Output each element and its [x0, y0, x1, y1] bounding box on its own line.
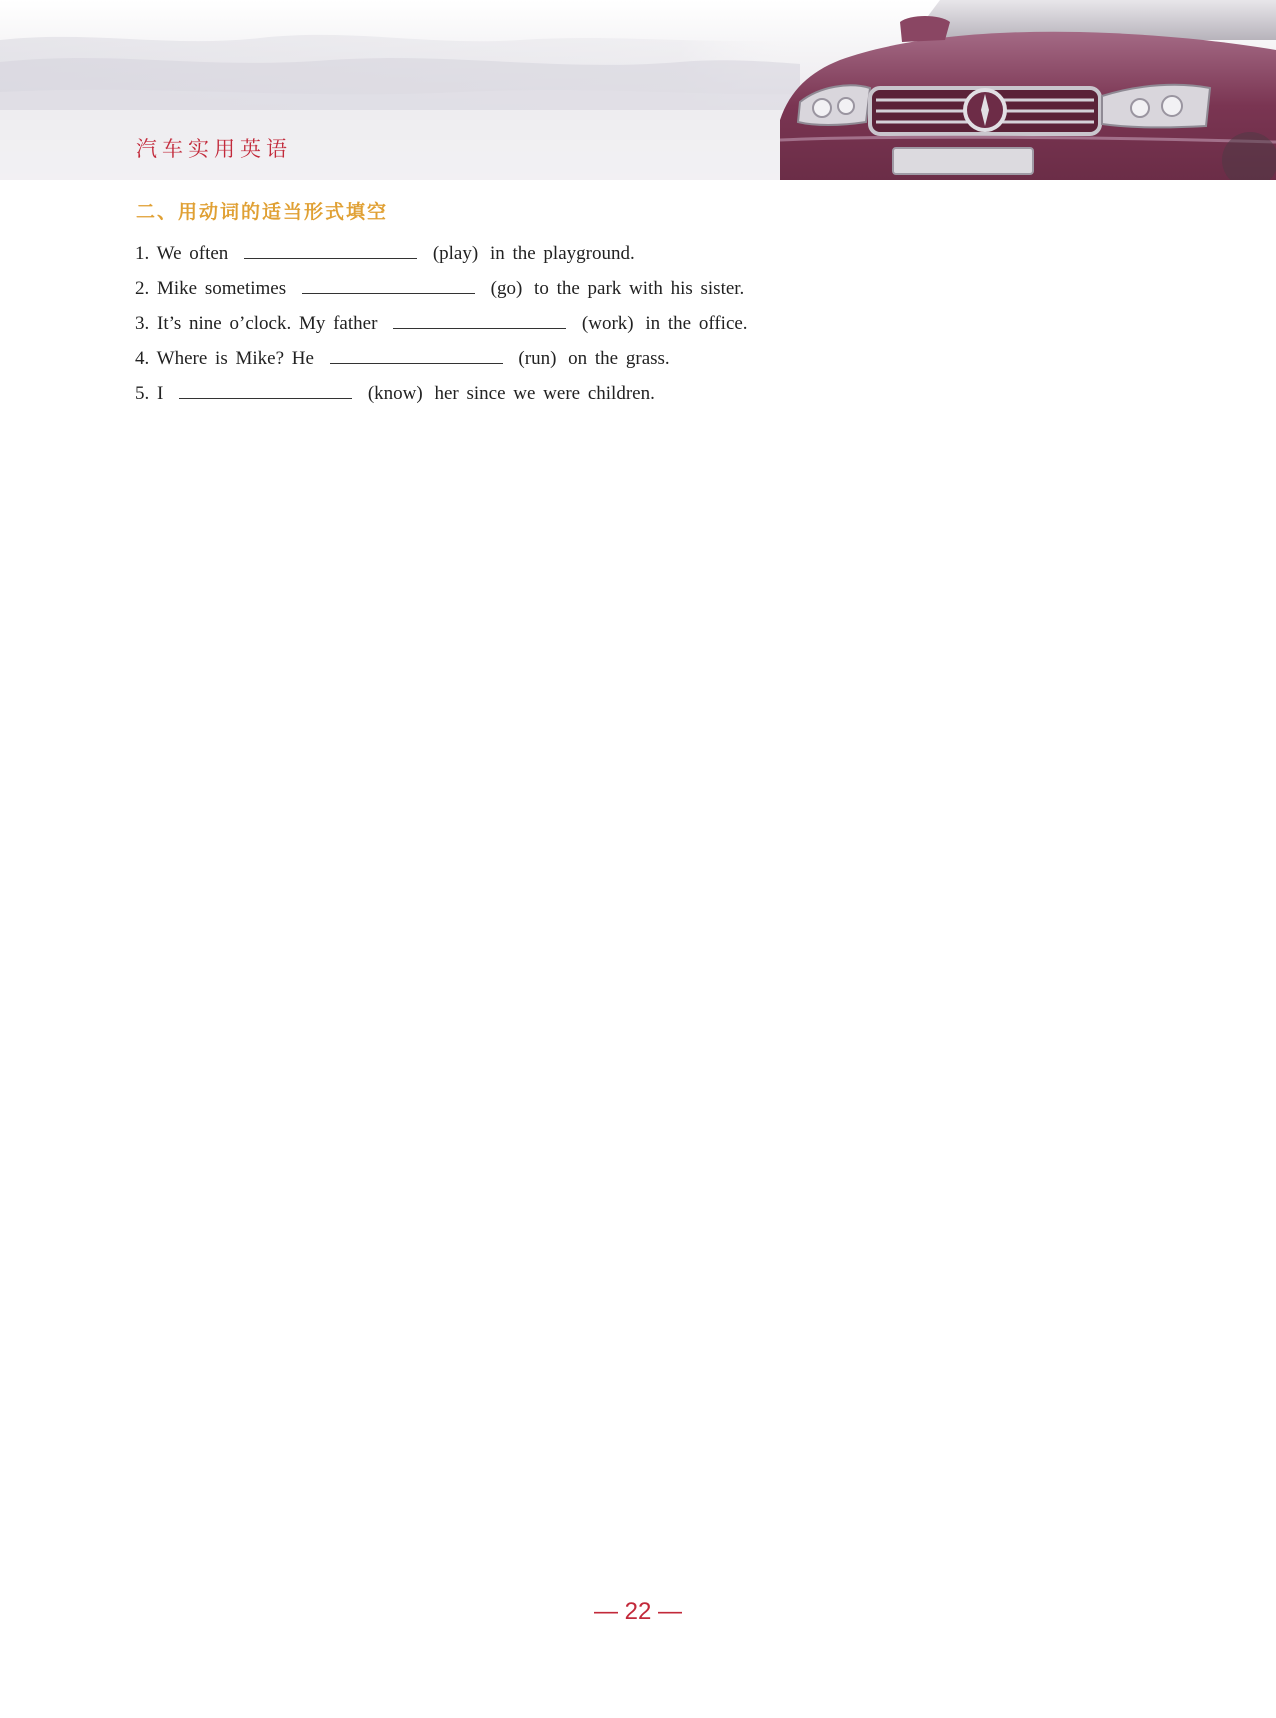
- question-item: [135, 343, 748, 378]
- question-item: [135, 273, 748, 308]
- section-title: 二、用动词的适当形式填空: [136, 201, 389, 223]
- answer-blank: [244, 238, 417, 259]
- answer-blank: [179, 378, 352, 399]
- question-text-after: in the playground.: [489, 243, 635, 264]
- page-number: — 22 —: [593, 1598, 683, 1625]
- verb-hint: (play): [432, 243, 479, 264]
- question-list: [135, 238, 748, 413]
- header-banner: [0, 0, 1276, 180]
- misty-landscape-image: [0, 0, 800, 180]
- question-item: [135, 238, 748, 273]
- verb-hint: (go): [490, 278, 523, 299]
- question-text-after: her since we were children.: [434, 383, 655, 404]
- question-text-before: Where is Mike? He: [156, 348, 314, 369]
- answer-blank: [330, 343, 503, 364]
- verb-hint: (know): [367, 383, 423, 404]
- answer-blank: [302, 273, 475, 294]
- question-text-after: on the grass.: [568, 348, 670, 369]
- question-item: [135, 378, 748, 413]
- question-text-before: We often: [156, 243, 229, 264]
- question-text-after: in the office.: [645, 313, 748, 334]
- question-number: 2.: [135, 278, 150, 299]
- question-text-before: Mike sometimes: [157, 278, 287, 299]
- verb-hint: (run): [518, 348, 557, 369]
- car-image: [780, 0, 1276, 180]
- question-text-after: to the park with his sister.: [534, 278, 745, 299]
- question-number: 1.: [135, 243, 150, 264]
- book-title: 汽车实用英语: [136, 137, 292, 161]
- question-number: 5.: [135, 383, 150, 404]
- question-number: 3.: [135, 313, 150, 334]
- answer-blank: [393, 308, 566, 329]
- question-text-before: It’s nine o’clock. My father: [157, 313, 378, 334]
- question-number: 4.: [135, 348, 150, 369]
- question-text-before: I: [157, 383, 164, 404]
- verb-hint: (work): [581, 313, 634, 334]
- question-item: [135, 308, 748, 343]
